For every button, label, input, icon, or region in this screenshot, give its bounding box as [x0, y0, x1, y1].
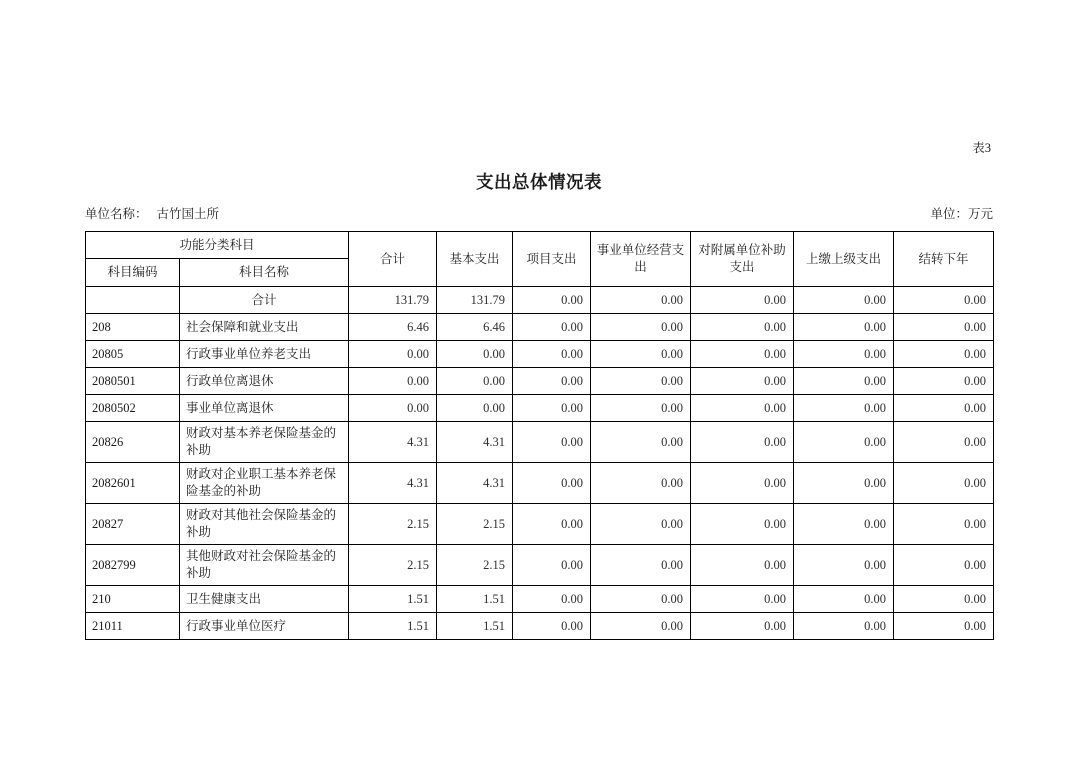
value-cell: 0.00 — [437, 341, 513, 368]
header-carryover: 结转下年 — [894, 232, 994, 287]
header-basic-expenditure: 基本支出 — [437, 232, 513, 287]
subject-code-cell: 208 — [86, 314, 180, 341]
value-cell: 0.00 — [349, 368, 437, 395]
value-cell: 0.00 — [691, 395, 794, 422]
value-cell: 0.00 — [794, 422, 894, 463]
value-cell: 0.00 — [794, 314, 894, 341]
subject-code-cell: 2080501 — [86, 368, 180, 395]
value-cell: 0.00 — [513, 422, 591, 463]
value-cell: 0.00 — [894, 586, 994, 613]
subject-name-cell: 行政事业单位养老支出 — [180, 341, 349, 368]
subject-name-cell: 其他财政对社会保险基金的补助 — [180, 545, 349, 586]
value-cell: 0.00 — [691, 368, 794, 395]
value-cell: 1.51 — [349, 586, 437, 613]
value-cell: 0.00 — [513, 287, 591, 314]
value-cell: 1.51 — [437, 613, 513, 640]
value-cell: 0.00 — [691, 314, 794, 341]
value-cell: 0.00 — [691, 613, 794, 640]
subject-name-cell: 卫生健康支出 — [180, 586, 349, 613]
subject-name-cell: 合计 — [180, 287, 349, 314]
value-cell: 0.00 — [691, 545, 794, 586]
value-cell: 0.00 — [591, 422, 691, 463]
value-cell: 2.15 — [437, 504, 513, 545]
header-project-expenditure: 项目支出 — [513, 232, 591, 287]
value-cell: 0.00 — [894, 314, 994, 341]
value-cell: 0.00 — [591, 463, 691, 504]
value-cell: 0.00 — [894, 463, 994, 504]
header-subject-code: 科目编码 — [86, 259, 180, 287]
subject-name-cell: 财政对基本养老保险基金的补助 — [180, 422, 349, 463]
subject-name-cell: 行政单位离退休 — [180, 368, 349, 395]
value-cell: 0.00 — [591, 395, 691, 422]
value-cell: 0.00 — [513, 463, 591, 504]
value-cell: 0.00 — [794, 341, 894, 368]
value-cell: 0.00 — [513, 545, 591, 586]
value-cell: 131.79 — [349, 287, 437, 314]
header-functional-category: 功能分类科目 — [86, 232, 349, 259]
subject-name-cell: 事业单位离退休 — [180, 395, 349, 422]
value-cell: 0.00 — [591, 341, 691, 368]
table-row — [86, 504, 994, 545]
value-cell: 0.00 — [894, 341, 994, 368]
table-row — [86, 586, 994, 613]
subject-name-cell: 行政事业单位医疗 — [180, 613, 349, 640]
table-row — [86, 613, 994, 640]
table-number-tag: 表3 — [972, 141, 991, 155]
unit-name-value: 古竹国土所 — [156, 207, 220, 221]
value-cell: 0.00 — [591, 368, 691, 395]
value-cell: 4.31 — [437, 422, 513, 463]
value-cell: 0.00 — [691, 422, 794, 463]
unit-name-label: 单位名称： — [85, 207, 148, 221]
value-cell: 0.00 — [691, 586, 794, 613]
value-cell: 0.00 — [591, 314, 691, 341]
value-cell: 4.31 — [349, 422, 437, 463]
value-cell: 0.00 — [591, 586, 691, 613]
subject-code-cell: 2080502 — [86, 395, 180, 422]
subject-code-cell — [86, 287, 180, 314]
value-cell: 0.00 — [894, 287, 994, 314]
value-cell: 6.46 — [437, 314, 513, 341]
value-cell: 0.00 — [894, 422, 994, 463]
subject-name-cell: 财政对企业职工基本养老保险基金的补助 — [180, 463, 349, 504]
expenditure-table — [85, 231, 994, 640]
subject-code-cell: 210 — [86, 586, 180, 613]
document-content — [85, 0, 993, 640]
value-cell: 0.00 — [794, 463, 894, 504]
value-cell: 0.00 — [437, 368, 513, 395]
table-row-total — [86, 287, 994, 314]
meta-row — [85, 207, 993, 222]
subject-code-cell: 20827 — [86, 504, 180, 545]
header-total: 合计 — [349, 232, 437, 287]
value-cell: 0.00 — [894, 504, 994, 545]
header-subsidy-to-affiliates: 对附属单位补助支出 — [691, 232, 794, 287]
value-cell: 0.00 — [513, 504, 591, 545]
subject-code-cell: 21011 — [86, 613, 180, 640]
unit-of-measure: 单位：万元 — [930, 207, 993, 221]
subject-code-cell: 20805 — [86, 341, 180, 368]
unit-name — [85, 207, 219, 222]
value-cell: 2.15 — [349, 545, 437, 586]
value-cell: 0.00 — [513, 613, 591, 640]
value-cell: 0.00 — [591, 613, 691, 640]
value-cell: 0.00 — [591, 287, 691, 314]
value-cell: 0.00 — [894, 395, 994, 422]
subject-code-cell: 2082799 — [86, 545, 180, 586]
subject-name-cell: 财政对其他社会保险基金的补助 — [180, 504, 349, 545]
value-cell: 0.00 — [437, 395, 513, 422]
page-title: 支出总体情况表 — [476, 172, 602, 192]
value-cell: 6.46 — [349, 314, 437, 341]
value-cell: 0.00 — [513, 368, 591, 395]
table-row — [86, 545, 994, 586]
header-upturned-expenditure: 上缴上级支出 — [794, 232, 894, 287]
value-cell: 0.00 — [513, 341, 591, 368]
table-row — [86, 463, 994, 504]
value-cell: 2.15 — [349, 504, 437, 545]
value-cell: 0.00 — [794, 368, 894, 395]
value-cell: 1.51 — [349, 613, 437, 640]
subject-code-cell: 20826 — [86, 422, 180, 463]
value-cell: 0.00 — [894, 613, 994, 640]
value-cell: 4.31 — [349, 463, 437, 504]
subject-name-cell: 社会保障和就业支出 — [180, 314, 349, 341]
table-row — [86, 395, 994, 422]
table-row — [86, 422, 994, 463]
value-cell: 0.00 — [591, 504, 691, 545]
value-cell: 0.00 — [794, 545, 894, 586]
value-cell: 0.00 — [691, 463, 794, 504]
value-cell: 0.00 — [349, 395, 437, 422]
value-cell: 0.00 — [894, 368, 994, 395]
value-cell: 0.00 — [794, 586, 894, 613]
value-cell: 2.15 — [437, 545, 513, 586]
value-cell: 0.00 — [794, 395, 894, 422]
value-cell: 0.00 — [794, 504, 894, 545]
header-row-top — [86, 232, 994, 259]
value-cell: 0.00 — [691, 341, 794, 368]
value-cell: 0.00 — [349, 341, 437, 368]
value-cell: 0.00 — [691, 504, 794, 545]
value-cell: 0.00 — [794, 613, 894, 640]
value-cell: 0.00 — [794, 287, 894, 314]
table-row — [86, 314, 994, 341]
header-subject-name: 科目名称 — [180, 259, 349, 287]
value-cell: 0.00 — [513, 395, 591, 422]
value-cell: 4.31 — [437, 463, 513, 504]
value-cell: 0.00 — [691, 287, 794, 314]
header-operating-expenditure: 事业单位经营支出 — [591, 232, 691, 287]
table-row — [86, 368, 994, 395]
table-row — [86, 341, 994, 368]
value-cell: 131.79 — [437, 287, 513, 314]
value-cell: 0.00 — [513, 586, 591, 613]
value-cell: 0.00 — [591, 545, 691, 586]
value-cell: 0.00 — [513, 314, 591, 341]
value-cell: 0.00 — [894, 545, 994, 586]
value-cell: 1.51 — [437, 586, 513, 613]
subject-code-cell: 2082601 — [86, 463, 180, 504]
